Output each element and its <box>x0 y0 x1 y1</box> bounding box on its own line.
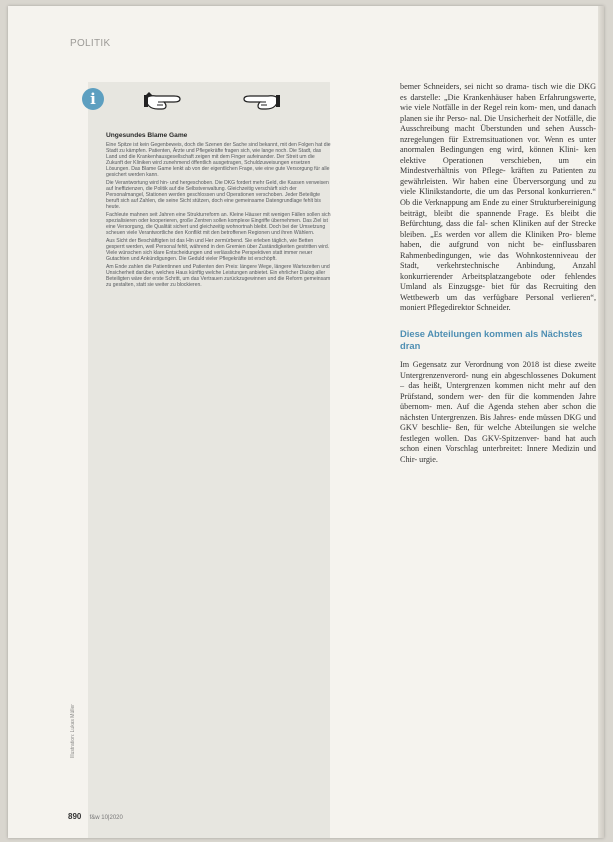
info-paragraph: Fachleute mahnen seit Jahren eine Strukturreform an. Kleine Häuser mit wenigen Fällen sollen sich spezialisieren oder kooperieren, große Zentren sollen komplexe Eingriffe übernehmen. Das Ziel ist eine Versorgung, die Qualität sichert und gleichzeitig wohnortnah bleibt. Doch bei der Umsetzung scheuen viele Verantwortliche den Konflikt mit den betroffenen Regionen und ihren Wählern. <box>106 212 331 236</box>
article-column <box>400 82 596 838</box>
illustration-credit: Illustration: Lukas Müller <box>70 704 76 758</box>
article-paragraph: bemer Schneiders, sei nicht so drama- tisch wie die DKG es darstelle: „Die Krankenhäuser haben Erfahrungswerte, wie viele Notfälle in der Regel rein kom- men, und danach planen sie ihr Perso- nal. Die Unsicherheit der Notfälle, die Ausschreibung macht Überstunden und sehen Aussch- nzregelungen für Extremsituationen vor. Wenn es unter anormalen Bedingungen eng wird, können Klini- ken elektive Operationen verschieben, um ein Mindestverhältnis von Pflege- kräften zu Patienten zu gewährleisten. Wir haben eine Überversorgung und zu viele Klinikstandorte, die um das Personal konkurrieren.“ Ob die Verknappung am Ende zu einer Strukturbereinigung beiträgt, bleibt die spannende Frage. Es bleibt die Befürchtung, dass die fal- schen Kliniken auf der Strecke bleiben. „Es werden vor allem die Kliniken Pro- bleme haben, die aufgrund von nicht be- einflussbaren Rahmenbedingungen, wie das Wohnkostenniveau der Stadt, verkehrstechnische Anbindung, Anzahl konkurrierender Arbeitsplatzangebote oder fehlendes Umland als Einzugsge- biet für das Recruiting den Wettbewerb um das verfügbare Personal verlieren“, moniert Pflegedirektor Schneider. <box>400 82 596 313</box>
section-heading: Diese Abteilungen kommen als Nächstes dran <box>400 328 583 352</box>
article-paragraph: Im Gegensatz zur Verordnung von 2018 ist diese zweite Untergrenzenverord- nung ein abgeschlossenes Dokument – das heißt, Untergrenzen kommen nicht mehr auf den Prüfstand, sondern wer- den für die kommenden Jahre übernom- men. Auf die Agenda stehen aber schon die nächsten Untergrenzen. Bis Jahres- ende müssen DKG und GKV beschlie- ßen, für welche Abteilungen sie welche festlegen wollen. Das GKV-Spitzenver- band hat auch schon einen Vorschlag unterbreitet: Innere Medizin und Chir- urgie. <box>400 360 596 464</box>
pointing-hand-left-icon <box>240 90 280 116</box>
info-icon: i <box>82 88 104 110</box>
page-footer <box>68 812 123 821</box>
info-paragraph: Am Ende zahlen die Patientinnen und Patienten den Preis: längere Wege, längere Wartezeiten und Unsicherheit darüber, welches Haus künftig welche Leistungen anbietet. Ein ehrlicher Dialog aller Beteiligten wäre der erste Schritt, um das Vertrauen zurückzugewinnen und die Reform gemeinsam zu gestalten, statt sie weiter zu blockieren. <box>106 264 331 288</box>
magazine-name: f&w 10|2020 <box>89 815 123 821</box>
info-box-title: Ungesundes Blame Game <box>106 132 188 139</box>
info-paragraph: Die Verantwortung wird hin- und hergeschoben. Die DKG fordert mehr Geld, die Kassen verweisen auf Ineffizienzen, die Politik auf die Selbstverwaltung. Gleichzeitig verschärft sich der Personalmangel, Stationen werden geschlossen und Operationen verschoben. Jeder Beteiligte beruft sich auf Zahlen, die seine Sicht stützen, doch eine gemeinsame Datengrundlage fehlt bis heute. <box>106 180 329 210</box>
info-paragraph: Aus Sicht der Beschäftigten ist das Hin und Her zermürbend. Sie erleben täglich, wie Betten gesperrt werden, weil Personal fehlt, während in den Gremien über Zuständigkeiten gestritten wird. Viele wünschen sich klare Entscheidungen und verlässliche Perspektiven statt immer neuer Gutachten und Ankündigungen. Die Geduld vieler Pflegekräfte ist erschöpft. <box>106 238 330 262</box>
info-paragraph: Eine Spitze ist kein Gegenbeweis, doch die Szenen der Sache sind bekannt, mit den Folgen hat die Stadt zu kämpfen. Patienten, Ärzte und Pflegekräfte fragen sich, wie lange noch. Die Stadt, das Land und die Krankenhausgesellschaft zeigen mit dem Finger aufeinander. Der Streit um die Zukunft der Kliniken wird zunehmend öffentlich ausgetragen, Schuldzuweisungen ersetzen Lösungen. Das Blame Game lenkt ab von der eigentlichen Frage, wie eine gute Versorgung für alle gesichert werden kann. <box>106 142 331 178</box>
pointing-hand-right-icon <box>144 90 184 116</box>
magazine-page <box>8 6 604 838</box>
section-label: POLITIK <box>70 38 111 49</box>
page-number: 890 <box>68 812 82 821</box>
info-box <box>88 82 330 838</box>
info-box-body <box>106 142 332 812</box>
page-edge <box>598 6 604 838</box>
